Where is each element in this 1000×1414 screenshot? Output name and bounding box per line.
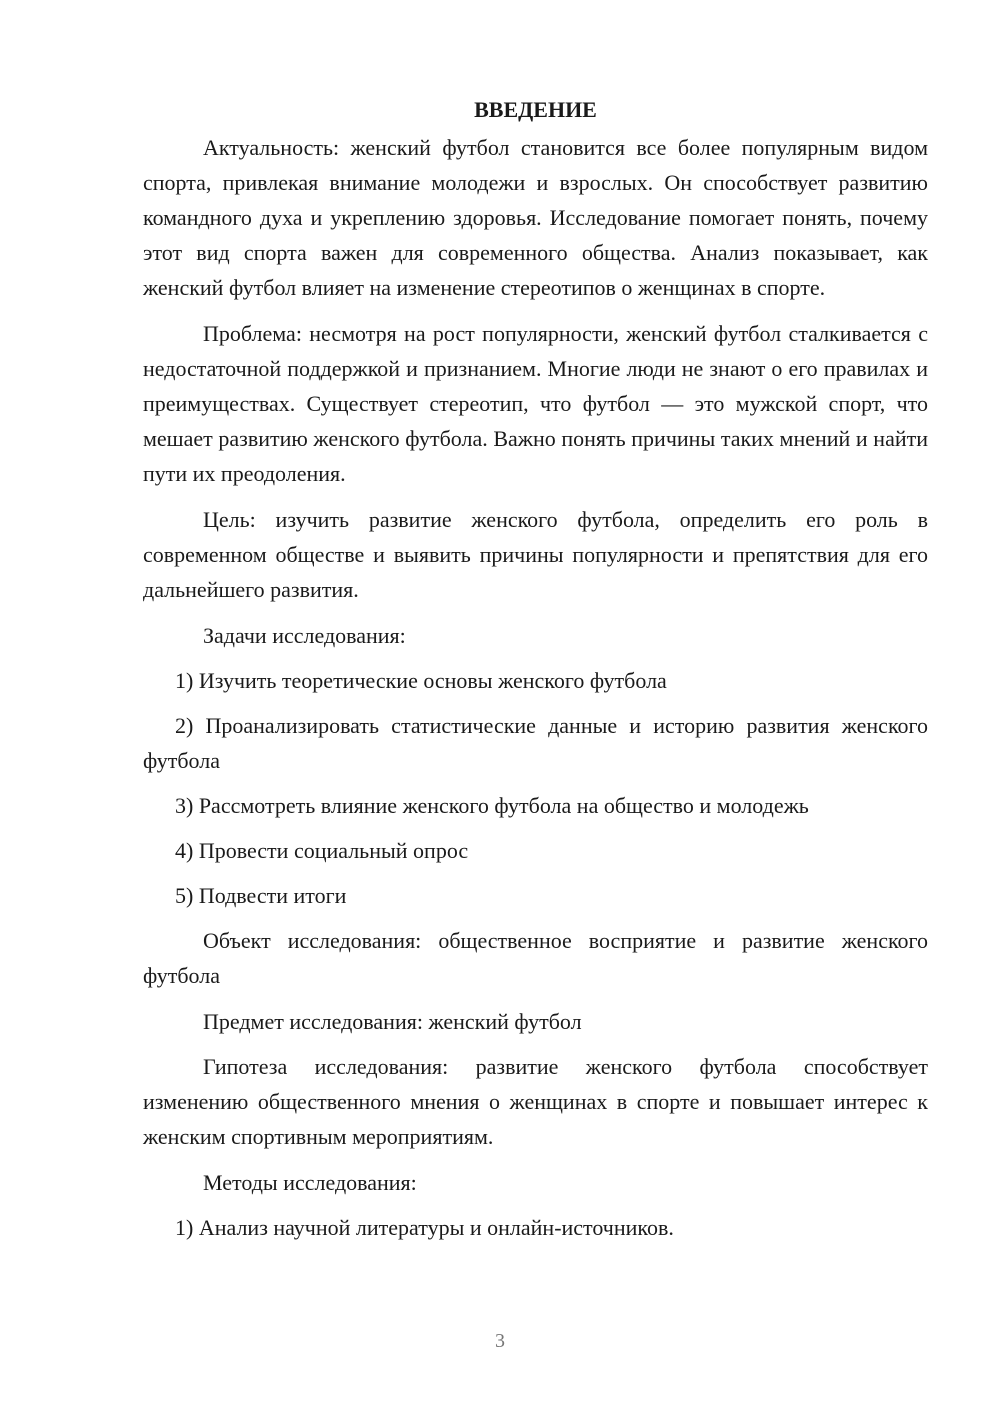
section-title: ВВЕДЕНИЕ <box>474 97 597 122</box>
relevance-paragraph: Актуальность: женский футбол становится все более популярным видом спорта, привлекая внимание молодежи и взрослых. Он способствует развитию командного духа и укреплению здоровья. Исследование помогает понять, почему этот вид спорта важен для современного общества. Анализ показывает, как женский футбол влияет на изменение стереотипов о женщинах в спорте. <box>143 135 928 300</box>
task-item: 5) Подвести итоги <box>175 883 347 908</box>
goal-paragraph: Цель: изучить развитие женского футбола, определить его роль в современном обществе и выявить причины популярности и препятствия для его дальнейшего развития. <box>143 507 928 602</box>
method-item: 1) Анализ научной литературы и онлайн-источников. <box>175 1215 674 1240</box>
object-paragraph: Объект исследования: общественное восприятие и развитие женского футбола <box>143 928 928 988</box>
methods-heading: Методы исследования: <box>203 1170 417 1195</box>
task-item: 4) Провести социальный опрос <box>175 838 469 863</box>
tasks-heading: Задачи исследования: <box>203 623 406 648</box>
subject-line: Предмет исследования: женский футбол <box>203 1009 582 1034</box>
hypothesis-paragraph: Гипотеза исследования: развитие женского футбола способствует изменению общественного мнения о женщинах в спорте и повышает интерес к женским спортивным мероприятиям. <box>143 1054 928 1149</box>
page-number: 3 <box>495 1330 505 1352</box>
task-item: 3) Рассмотреть влияние женского футбола на общество и молодежь <box>175 793 809 818</box>
problem-paragraph: Проблема: несмотря на рост популярности, женский футбол сталкивается с недостаточной поддержкой и признанием. Многие люди не знают о его правилах и преимуществах. Существует стереотип, что футбол — это мужской спорт, что мешает развитию женского футбола. Важно понять причины таких мнений и найти пути их преодоления. <box>143 321 928 486</box>
task-item: 1) Изучить теоретические основы женского футбола <box>175 668 667 693</box>
document-page <box>143 92 928 1255</box>
task-item: 2) Проанализировать статистические данные и историю развития женского футбола <box>143 713 928 773</box>
